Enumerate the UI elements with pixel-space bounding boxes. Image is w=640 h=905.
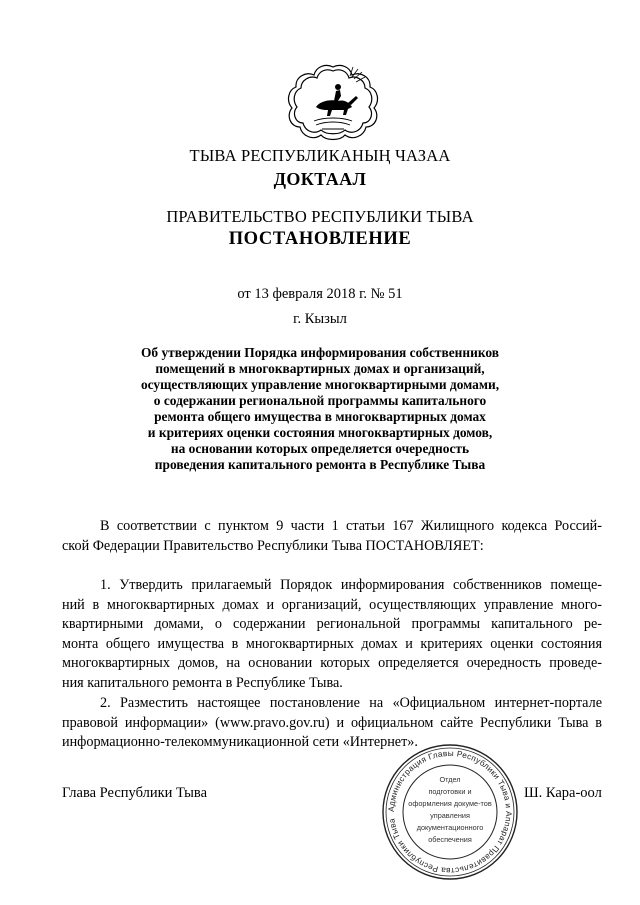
signatory-position: Глава Республики Тыва: [62, 785, 208, 801]
title-line: о содержании региональной программы капитального: [153, 393, 487, 408]
title-line: проведения капитального ремонта в Республике Тыва: [154, 457, 486, 472]
paragraph-line: монта общего имущества в многоквартирных домах и критериях оценки состояния: [62, 635, 602, 652]
stamp-ring-text: Администрация Главы Республики Тыва и Аппарат Правительства Республики Тыва: [386, 748, 514, 876]
paragraph-line: квартирными домами, о содержании региональной программы капитального ре-: [62, 616, 602, 633]
paragraph-line: ний в многоквартирных домах и организаций, осуществляющих управление много-: [62, 596, 602, 613]
preamble-paragraph: [62, 517, 602, 556]
paragraph-line: многоквартирных домов, на основании которых определяется очередность проведе-: [62, 655, 602, 672]
stamp-center-line: Отдел: [439, 775, 461, 784]
title-line: ремонта общего имущества в многоквартирных домах: [154, 409, 486, 424]
clause-1-paragraph: [62, 576, 602, 694]
paragraph-line: 2. Разместить настоящее постановление на «Официальном интернет-портале: [100, 695, 602, 711]
document-city: г. Кызыл: [293, 311, 347, 327]
title-line: и критериях оценки состояния многоквартирных домов,: [147, 425, 493, 440]
clause-2-paragraph: [62, 694, 602, 753]
stamp-center-line: обеспечения: [428, 835, 472, 844]
tuva-document-type: ДОКТААЛ: [273, 169, 367, 189]
coat-of-arms-tuva-icon: [286, 63, 380, 141]
stamp-center-line: управления: [430, 811, 470, 820]
signatory-name: Ш. Кара-оол: [524, 785, 602, 801]
stamp-center-line: подготовки и: [428, 787, 472, 796]
title-line: помещений в многоквартирных домах и организаций,: [155, 361, 485, 376]
stamp-center-line: документационного: [416, 823, 484, 832]
paragraph-line: ния капитального ремонта в Республике Тыва.: [62, 674, 343, 691]
government-name: ПРАВИТЕЛЬСТВО РЕСПУБЛИКИ ТЫВА: [166, 207, 474, 226]
paragraph-line: информационно-телекоммуникационной сети «Интернет».: [62, 734, 418, 751]
paragraph-line: 1. Утвердить прилагаемый Порядок информирования собственников помеще-: [100, 577, 602, 593]
paragraph-line: правовой информации» (www.pravo.gov.ru) и официальном сайте Республики Тыва в: [62, 714, 602, 731]
paragraph-line: ской Федерации Правительство Республики Тыва ПОСТАНОВЛЯЕТ:: [62, 537, 484, 554]
title-line: на основании которых определяется очередность: [170, 441, 470, 456]
document-title: [100, 345, 540, 473]
official-round-stamp-icon: [380, 742, 520, 882]
stamp-center-line: оформления докуме-тов: [408, 799, 492, 808]
title-line: осуществляющих управление многоквартирными домами,: [140, 377, 500, 392]
title-line: Об утверждении Порядка информирования собственников: [141, 345, 499, 360]
document-date: от 13 февраля 2018 г. № 51: [237, 286, 403, 302]
document-type: ПОСТАНОВЛЕНИЕ: [228, 229, 412, 249]
tuva-government-name: ТЫВА РЕСПУБЛИКАНЫҢ ЧАЗАА: [189, 146, 451, 165]
paragraph-line: В соответствии с пунктом 9 части 1 статьи 167 Жилищного кодекса Россий-: [100, 518, 602, 534]
